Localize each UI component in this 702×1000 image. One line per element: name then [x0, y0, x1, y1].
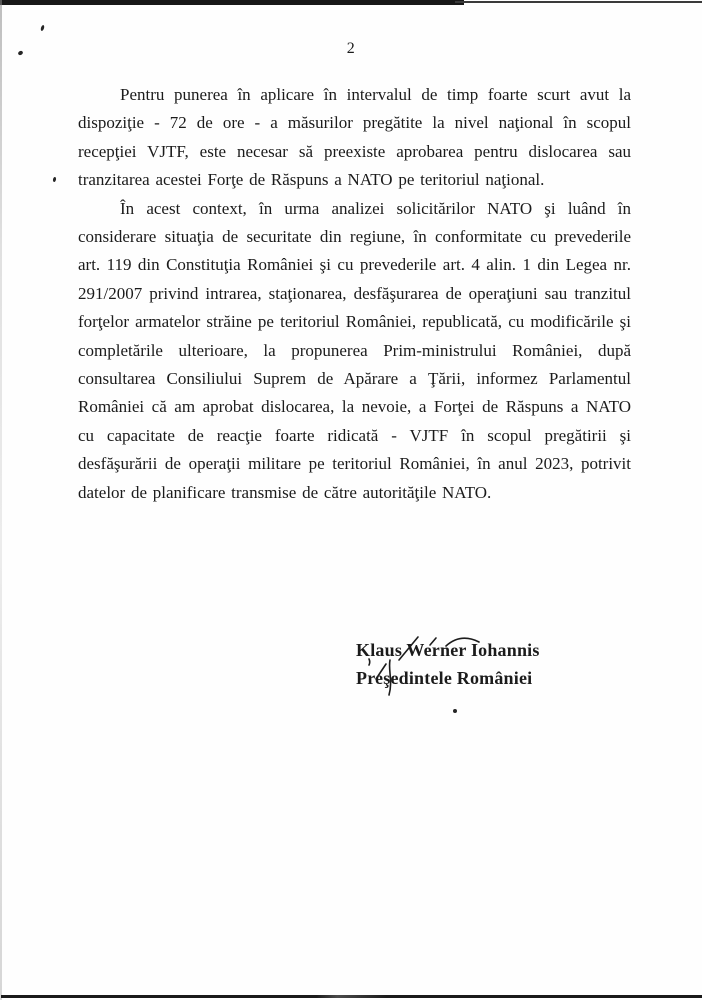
page-number: 2: [346, 40, 356, 57]
scan-speck: [53, 177, 57, 183]
scan-speck: [40, 25, 45, 32]
signatory-name: Klaus Werner Iohannis: [356, 640, 540, 660]
document-body: [78, 81, 631, 507]
scan-edge-top: [455, 1, 702, 3]
signature-block: [356, 637, 540, 692]
paragraph: În acest context, în urma analizei solicitărilor NATO şi luând în considerare situaţia de securitate din regiune, în conformitate cu prevederile art. 119 din Constituţia României şi cu prevederile art. 4 alin. 1 din Legea nr. 291/2007 privind intrarea, staţionarea, desfăşurarea de operaţiuni sau tranzitul forţelor armatelor străine pe teritoriul României, republicată, cu modificările şi completările ulterioare, la propunerea Prim-ministrului României, după consultarea Consiliului Suprem de Apărare a Ţării, informez Parlamentul României că am aprobat dislocarea, la nevoie, a Forţei de Răspuns a NATO cu capacitate de reacţie foarte ridicată - VJTF în scopul pregătirii şi desfăşurării de operaţii militare pe teritoriul României, în anul 2023, potrivit datelor de planificare transmise de către autorităţile NATO.: [78, 198, 631, 502]
scan-edge-left: [0, 0, 2, 1000]
scan-speck: [453, 709, 457, 713]
scan-edge-bottom: [1, 995, 702, 998]
scan-edge-top: [0, 0, 464, 5]
signatory-title: Preşedintele României: [356, 667, 533, 688]
paragraph: Pentru punerea în aplicare în intervalul de timp foarte scurt avut la dispoziţie - 72 de ore - a măsurilor pregătite la nivel naţional în scopul recepţiei VJTF, este necesar să preexiste aprobarea pentru dislocarea sau tranzitarea acestei Forţe de Răspuns a NATO pe teritoriul naţional.: [78, 85, 631, 190]
